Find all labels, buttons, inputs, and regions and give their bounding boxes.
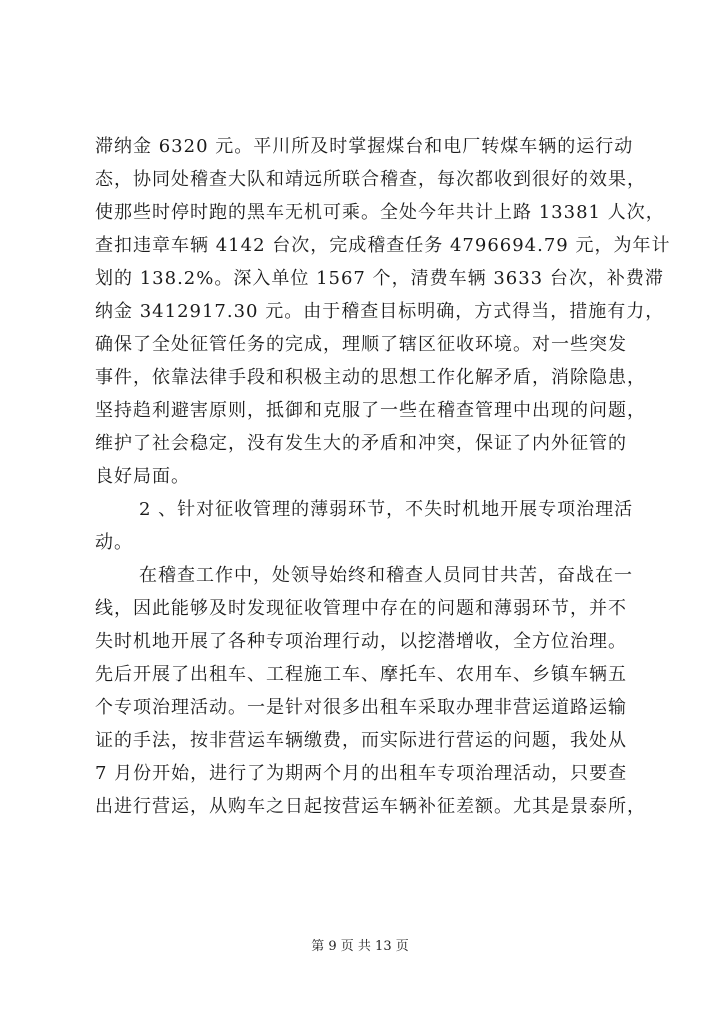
- text-line: 态，协同处稽查大队和靖远所联合稽查，每次都收到很好的效果，: [95, 169, 646, 190]
- section-heading-line: 动。: [95, 532, 133, 553]
- text-line: 先后开展了出租车、工程施工车、摩托车、农用车、乡镇车辆五: [95, 664, 627, 685]
- body-text: [95, 130, 671, 823]
- text-line: 维护了社会稳定，没有发生大的矛盾和冲突，保证了内外征管的: [95, 433, 627, 454]
- text-line: 7 月份开始，进行了为期两个月的出租车专项治理活动，只要查: [95, 763, 628, 784]
- text-line: 证的手法，按非营运车辆缴费，而实际进行营运的问题，我处从: [95, 730, 627, 751]
- text-line: 纳金 3412917.30 元。由于稽查目标明确，方式得当，措施有力，: [95, 301, 665, 322]
- text-line: 查扣违章车辆 4142 台次，完成稽查任务 4796694.79 元，为年计: [95, 235, 671, 256]
- text-line: 确保了全处征管任务的完成，理顺了辖区征收环境。对一些突发: [95, 334, 627, 355]
- text-line: 个专项治理活动。一是针对很多出租车采取办理非营运道路运输: [95, 697, 627, 718]
- text-line: 事件，依靠法律手段和积极主动的思想工作化解矛盾，消除隐患，: [95, 367, 646, 388]
- text-line: 使那些时停时跑的黑车无机可乘。全处今年共计上路 13381 人次，: [95, 202, 665, 223]
- text-line: 在稽查工作中，处领导始终和稽查人员同甘共苦，奋战在一: [139, 565, 633, 586]
- section-heading-line: 2 、针对征收管理的薄弱环节，不失时机地开展专项治理活: [139, 499, 634, 520]
- page-footer: [0, 935, 720, 954]
- text-line: 坚持趋利避害原则，抵御和克服了一些在稽查管理中出现的问题，: [95, 400, 646, 421]
- page-number: 第 9 页 共 13 页: [311, 939, 409, 954]
- text-line: 出进行营运，从购车之日起按营运车辆补征差额。尤其是景泰所，: [95, 796, 646, 817]
- text-line: 良好局面。: [95, 466, 190, 487]
- text-line: 滞纳金 6320 元。平川所及时掌握煤台和电厂转煤车辆的运行动: [95, 136, 634, 157]
- text-line: 失时机地开展了各种专项治理行动，以挖潜增收，全方位治理。: [95, 631, 627, 652]
- text-line: 线，因此能够及时发现征收管理中存在的问题和薄弱环节，并不: [95, 598, 627, 619]
- text-line: 划的 138.2%。深入单位 1567 个，清费车辆 3633 台次，补费滞: [95, 268, 664, 289]
